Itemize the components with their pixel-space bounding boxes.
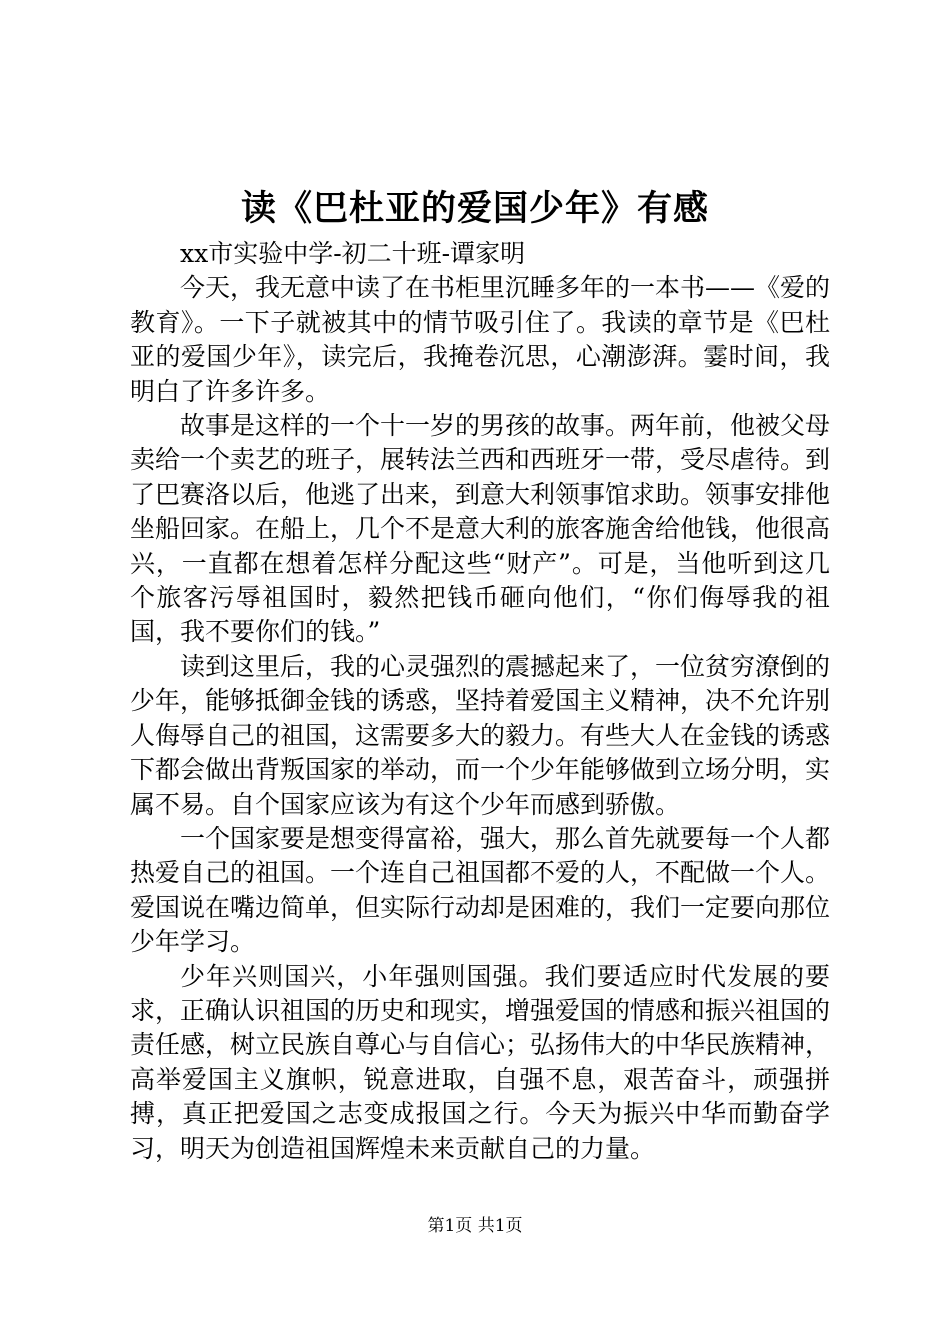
paragraph-5: 少年兴则国兴，小年强则国强。我们要适应时代发展的要求，正确认识祖国的历史和现实，增强爱国的情感和振兴祖国的责任感，树立民族自尊心与自信心；弘扬伟大的中华民族精神，高举爱国主义旗帜，锐意进取，自强不息，艰苦奋斗，顽强拼搏，真正把爱国之志变成报国之行。今天为振兴中华而勤奋学习，明天为创造祖国辉煌未来贡献自己的力量。 xyxy=(130,961,831,1163)
document-body xyxy=(130,237,830,1166)
page-number-footer: 第1页 共1页 xyxy=(427,1216,523,1236)
paragraph-1: 今天，我无意中读了在书柜里沉睡多年的一本书——《爱的教育》。一下子就被其中的情节吸引住了。我读的章节是《巴杜亚的爱国少年》，读完后，我掩卷沉思，心潮澎湃。霎时间，我明白了许多许多。 xyxy=(130,273,831,406)
document-title: 读《巴杜亚的爱国少年》有感 xyxy=(240,188,709,229)
paragraph-3: 读到这里后，我的心灵强烈的震撼起来了，一位贫穷潦倒的少年，能够抵御金钱的诱惑，坚持着爱国主义精神，决不允许别人侮辱自己的祖国，这需要多大的毅力。有些大人在金钱的诱惑下都会做出背叛国家的举动，而一个少年能够做到立场分明，实属不易。自个国家应该为有这个少年而感到骄傲。 xyxy=(130,651,831,819)
author-line: xx市实验中学-初二十班-谭家明 xyxy=(180,239,526,268)
paragraph-2: 故事是这样的一个十一岁的男孩的故事。两年前，他被父母卖给一个卖艺的班子，展转法兰西和西班牙一带，受尽虐待。到了巴赛洛以后，他逃了出来，到意大利领事馆求助。领事安排他坐船回家。在船上，几个不是意大利的旅客施舍给他钱，他很高兴，一直都在想着怎样分配这些“财产”。可是，当他听到这几个旅客污辱祖国时，毅然把钱币砸向他们，“你们侮辱我的祖国，我不要你们的钱。” xyxy=(130,411,831,647)
paragraph-4: 一个国家要是想变得富裕，强大，那么首先就要每一个人都热爱自己的祖国。一个连自己祖国都不爱的人，不配做一个人。爱国说在嘴边简单，但实际行动却是困难的，我们一定要向那位少年学习。 xyxy=(130,823,831,957)
